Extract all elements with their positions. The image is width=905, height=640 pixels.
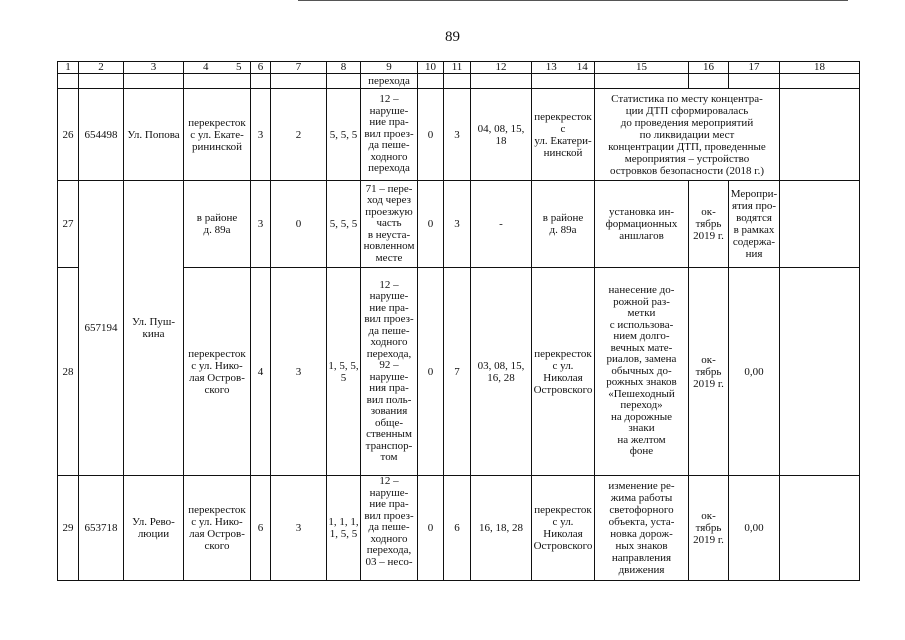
cell-col10: 0: [418, 268, 444, 476]
cell-id: 657194: [79, 181, 124, 476]
header-cell: 1: [58, 62, 79, 74]
cell-col11: 3: [444, 89, 471, 181]
cell-col11: 6: [444, 476, 471, 581]
cell-col7: 3: [271, 476, 327, 581]
cell-cost: 0,00: [729, 476, 780, 581]
cell-number: 28: [58, 268, 79, 476]
cell-col10: 0: [418, 89, 444, 181]
cell-street: Ул. Рево- люции: [124, 476, 184, 581]
cell-place: перекресток с ул. Екатери- нинской: [532, 89, 595, 181]
cell-col18: [780, 181, 860, 268]
cell-col18: [780, 476, 860, 581]
cell-violation: перехода: [361, 74, 418, 89]
header-cell: 3: [124, 62, 184, 74]
cell-date: ок- тябрь 2019 г.: [689, 181, 729, 268]
cell-date: ок- тябрь 2019 г.: [689, 268, 729, 476]
cell-measures: нанесение до- рожной раз- метки с использова- нием долго- вечных мате- риалов, замена обычных до- рожных знаков «Пешеходный переход» на дорожные знаки на желтом фоне: [595, 268, 689, 476]
cell-col11: 7: [444, 268, 471, 476]
cell-violation: 12 – наруше- ние пра- вил проез- да пеше- ходного перехода, 03 – несо-: [361, 476, 418, 581]
cell-col7: 3: [271, 268, 327, 476]
cell-measures: установка ин- формационных аншлагов: [595, 181, 689, 268]
header-cell: 15: [595, 62, 689, 74]
cell-col6: 3: [251, 89, 271, 181]
cell-violation: 12 – наруше- ние пра- вил проез- да пеше- ходного перехода, 92 – наруше- ния пра- вил поль- зования обще- ственным транспор- том: [361, 268, 418, 476]
cell-id: 653718: [79, 476, 124, 581]
header-cell: 7: [271, 62, 327, 74]
cell-col7: 0: [271, 181, 327, 268]
header-cell: 17: [729, 62, 780, 74]
cell-col12: 03, 08, 15, 16, 28: [471, 268, 532, 476]
cell-measures-note: Статистика по месту концентра- ции ДТП сформировалась до проведения мероприятий по ликвидации мест концентрации ДТП, проведенные мероприятия – устройство островков безопасности (2018 г.): [595, 89, 780, 181]
continuation-row: [58, 74, 860, 89]
header-cell: 5: [228, 62, 251, 74]
table-row: [58, 181, 860, 268]
header-cell: 11: [444, 62, 471, 74]
cell-street: Ул. Попова: [124, 89, 184, 181]
cell-col12: 04, 08, 15, 18: [471, 89, 532, 181]
header-row: [58, 62, 860, 74]
cell-col12: -: [471, 181, 532, 268]
table-row: [58, 476, 860, 581]
data-table: [57, 61, 860, 581]
cell-col8: 1, 5, 5, 5: [327, 268, 361, 476]
cell-measures: изменение ре- жима работы светофорного объекта, уста- новка дорож- ных знаков направления движения: [595, 476, 689, 581]
header-cell: 18: [780, 62, 860, 74]
cell-cost: 0,00: [729, 268, 780, 476]
header-cell: 6: [251, 62, 271, 74]
cell-col6: 4: [251, 268, 271, 476]
cell-id: 654498: [79, 89, 124, 181]
cell-col11: 3: [444, 181, 471, 268]
cell-place: в районе д. 89а: [532, 181, 595, 268]
cell-number: 29: [58, 476, 79, 581]
table-row: [58, 89, 860, 181]
header-cell: 13: [532, 62, 571, 74]
cell-col10: 0: [418, 181, 444, 268]
cell-number: 26: [58, 89, 79, 181]
cell-violation: 12 – наруше- ние пра- вил проез- да пеше- ходного перехода: [361, 89, 418, 181]
cell-location: перекресток с ул. Нико- лая Остров- ского: [184, 268, 251, 476]
cell-col6: 6: [251, 476, 271, 581]
cell-place: перекресток с ул. Николая Островского: [532, 476, 595, 581]
header-cell: 16: [689, 62, 729, 74]
cell-violation: 71 – пере- ход через проезжую часть в неуста- новленном месте: [361, 181, 418, 268]
header-cell: 2: [79, 62, 124, 74]
header-cell: 12: [471, 62, 532, 74]
header-cell: 8: [327, 62, 361, 74]
cell-col18: [780, 268, 860, 476]
cell-col12: 16, 18, 28: [471, 476, 532, 581]
cell-col8: 1, 1, 1, 1, 5, 5: [327, 476, 361, 581]
cell-col18: [780, 89, 860, 181]
cell-col7: 2: [271, 89, 327, 181]
cell-col10: 0: [418, 476, 444, 581]
cell-col8: 5, 5, 5: [327, 181, 361, 268]
cell-number: 27: [58, 181, 79, 268]
cell-date: ок- тябрь 2019 г.: [689, 476, 729, 581]
page-number: 89: [445, 29, 460, 45]
cell-location: перекресток с ул. Екате- рининской: [184, 89, 251, 181]
header-cell: 14: [571, 62, 595, 74]
cell-col8: 5, 5, 5: [327, 89, 361, 181]
cell-location: в районе д. 89а: [184, 181, 251, 268]
header-cell: 9: [361, 62, 418, 74]
cell-place: перекресток с ул. Николая Островского: [532, 268, 595, 476]
header-cell: 10: [418, 62, 444, 74]
cell-location: перекресток с ул. Нико- лая Остров- ского: [184, 476, 251, 581]
cell-cost: Меропри- ятия про- водятся в рамках содержа- ния: [729, 181, 780, 268]
top-rule: [298, 0, 848, 2]
cell-col6: 3: [251, 181, 271, 268]
cell-street: Ул. Пуш- кина: [124, 181, 184, 476]
header-cell: 4: [184, 62, 228, 74]
